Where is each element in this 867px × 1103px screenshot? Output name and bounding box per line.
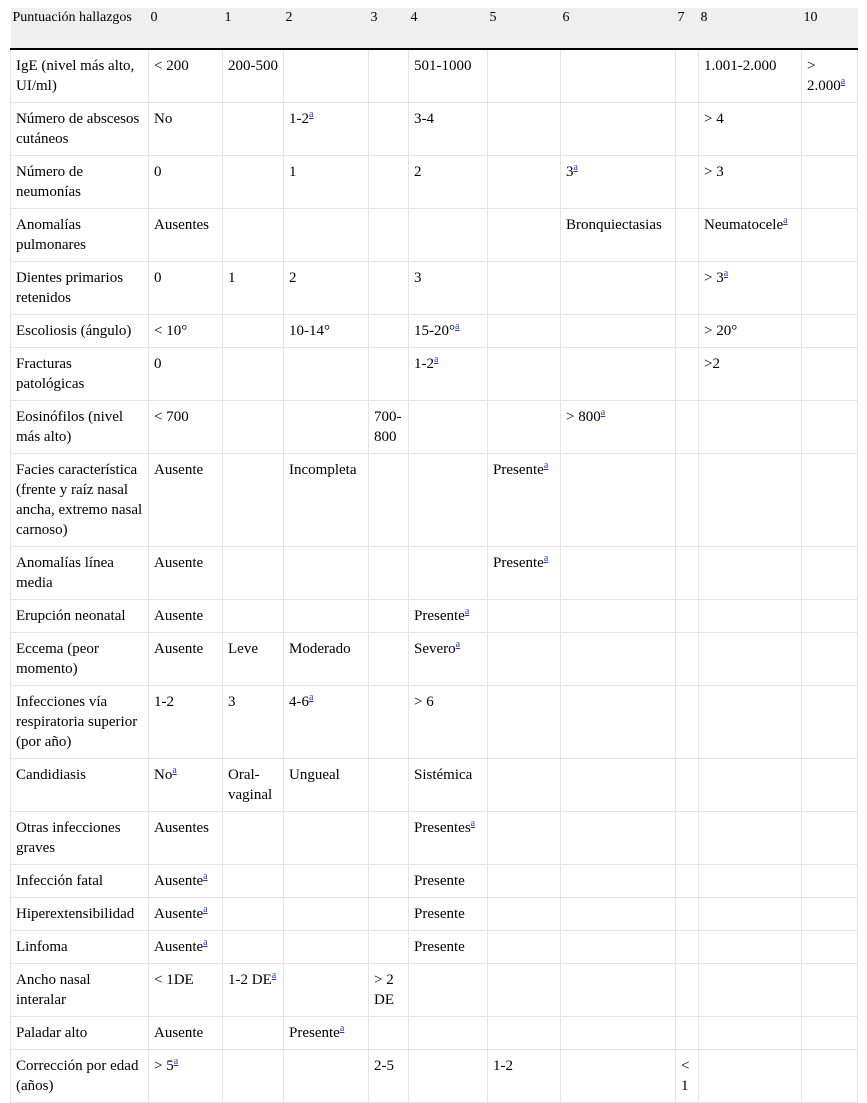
score-cell: [223, 898, 284, 931]
table-row: [11, 49, 858, 103]
score-cell: >2: [699, 348, 802, 401]
footnote-link[interactable]: a: [783, 215, 788, 226]
score-cell: Presente: [409, 865, 488, 898]
score-cell: [676, 964, 699, 1017]
score-cell: [676, 156, 699, 209]
score-cell: [284, 600, 369, 633]
score-cell: 4-6$^a$: [284, 686, 369, 759]
score-cell: [488, 865, 561, 898]
score-cell: [223, 454, 284, 547]
table-row: [11, 759, 858, 812]
score-cell: [561, 547, 676, 600]
score-cell: [369, 686, 409, 759]
score-cell: [561, 898, 676, 931]
score-cell: [488, 49, 561, 103]
score-cell: [284, 209, 369, 262]
score-cell: [409, 454, 488, 547]
score-cell: > 800$^a$: [561, 401, 676, 454]
score-cell: [369, 454, 409, 547]
score-cell: Presentes$^a$: [409, 812, 488, 865]
score-cell: [802, 898, 858, 931]
row-label: Paladar alto: [11, 1017, 149, 1050]
footnote-link[interactable]: a: [840, 76, 846, 87]
score-cell: [676, 348, 699, 401]
column-header: 2: [284, 8, 369, 49]
score-cell: [561, 812, 676, 865]
score-cell: [369, 156, 409, 209]
column-header: 3: [369, 8, 409, 49]
scoring-table: [10, 8, 858, 1103]
score-cell: 200-500: [223, 49, 284, 103]
score-cell: Ausente$^a$: [149, 898, 223, 931]
column-header: 1: [223, 8, 284, 49]
score-cell: 15-20°$^a$: [409, 315, 488, 348]
score-cell: Ausente: [149, 600, 223, 633]
score-cell: [409, 547, 488, 600]
footnote-link[interactable]: a: [470, 818, 476, 829]
score-cell: [561, 348, 676, 401]
table-row: [11, 1017, 858, 1050]
table-row: [11, 812, 858, 865]
score-cell: 3: [409, 262, 488, 315]
row-label: Infección fatal: [11, 865, 149, 898]
score-cell: [676, 262, 699, 315]
score-cell: [699, 454, 802, 547]
row-label: Número de abscesos cutáneos: [11, 103, 149, 156]
score-cell: [561, 1017, 676, 1050]
footnote-link[interactable]: a: [543, 553, 549, 564]
score-cell: [488, 103, 561, 156]
score-cell: [699, 898, 802, 931]
score-cell: 10-14°: [284, 315, 369, 348]
row-label: Corrección por edad (años): [11, 1050, 149, 1103]
footnote-link[interactable]: a: [203, 937, 208, 948]
score-cell: [284, 547, 369, 600]
score-cell: [488, 156, 561, 209]
footnote-link[interactable]: a: [203, 871, 208, 882]
score-cell: [284, 898, 369, 931]
score-cell: Severo$^a$: [409, 633, 488, 686]
score-cell: < 10°: [149, 315, 223, 348]
footnote-link[interactable]: a: [339, 1023, 345, 1034]
score-cell: 1-2 DE$^a$: [223, 964, 284, 1017]
score-cell: < 1DE: [149, 964, 223, 1017]
score-cell: > 3: [699, 156, 802, 209]
score-cell: [802, 315, 858, 348]
score-cell: [223, 209, 284, 262]
score-cell: [488, 1017, 561, 1050]
row-label: Infecciones vía respiratoria superior (por año): [11, 686, 149, 759]
score-cell: [676, 686, 699, 759]
score-cell: [488, 686, 561, 759]
score-cell: [284, 964, 369, 1017]
score-cell: [676, 759, 699, 812]
score-cell: < 700: [149, 401, 223, 454]
score-cell: [561, 1050, 676, 1103]
score-cell: [802, 931, 858, 964]
table-row: [11, 686, 858, 759]
score-cell: [561, 865, 676, 898]
score-cell: [699, 931, 802, 964]
score-cell: [802, 812, 858, 865]
score-cell: Ausente: [149, 633, 223, 686]
score-cell: [676, 600, 699, 633]
score-cell: [369, 103, 409, 156]
score-cell: [699, 401, 802, 454]
score-cell: [409, 209, 488, 262]
score-cell: 1-2$^a$: [409, 348, 488, 401]
score-cell: [561, 103, 676, 156]
footnote-link[interactable]: a: [172, 765, 177, 776]
score-cell: [369, 600, 409, 633]
score-cell: [676, 454, 699, 547]
score-cell: [409, 1050, 488, 1103]
score-cell: No: [149, 103, 223, 156]
column-header: 5: [488, 8, 561, 49]
table-row: [11, 103, 858, 156]
row-label: Candidiasis: [11, 759, 149, 812]
score-cell: [369, 865, 409, 898]
row-label: Hiperextensibilidad: [11, 898, 149, 931]
score-cell: < 200: [149, 49, 223, 103]
score-cell: Ausente: [149, 454, 223, 547]
score-cell: [223, 931, 284, 964]
footnote-link[interactable]: a: [434, 354, 439, 365]
score-cell: [699, 600, 802, 633]
score-cell: Presente: [409, 898, 488, 931]
footnote-link[interactable]: a: [173, 1056, 179, 1067]
table-row: [11, 401, 858, 454]
score-cell: [699, 759, 802, 812]
row-label: Linfoma: [11, 931, 149, 964]
footnote-link[interactable]: a: [455, 321, 460, 332]
score-cell: [223, 600, 284, 633]
score-cell: [802, 865, 858, 898]
score-cell: [223, 103, 284, 156]
score-cell: [802, 454, 858, 547]
row-label: Anomalías línea media: [11, 547, 149, 600]
score-cell: [369, 49, 409, 103]
score-cell: [561, 931, 676, 964]
score-cell: [488, 600, 561, 633]
score-cell: [561, 262, 676, 315]
score-cell: [802, 547, 858, 600]
score-cell: [488, 262, 561, 315]
score-cell: [369, 1017, 409, 1050]
score-cell: [802, 401, 858, 454]
score-cell: 2-5: [369, 1050, 409, 1103]
table-row: [11, 547, 858, 600]
table-row: [11, 348, 858, 401]
score-cell: [223, 315, 284, 348]
score-cell: [802, 209, 858, 262]
score-cell: 3$^a$: [561, 156, 676, 209]
table-row: [11, 633, 858, 686]
score-cell: > 3$^a$: [699, 262, 802, 315]
score-cell: Neumatocele$^a$: [699, 209, 802, 262]
score-cell: 0: [149, 262, 223, 315]
score-cell: [676, 865, 699, 898]
score-cell: > 20°: [699, 315, 802, 348]
score-cell: [284, 1050, 369, 1103]
score-cell: 1: [284, 156, 369, 209]
footnote-link[interactable]: a: [723, 268, 729, 279]
column-header: 10: [802, 8, 858, 49]
row-label: Anomalías pulmonares: [11, 209, 149, 262]
score-cell: [488, 209, 561, 262]
footnote-link[interactable]: a: [600, 407, 606, 418]
table-row: [11, 898, 858, 931]
row-label: Eosinófilos (nivel más alto): [11, 401, 149, 454]
score-cell: [409, 964, 488, 1017]
score-cell: [676, 931, 699, 964]
score-cell: 700-800: [369, 401, 409, 454]
score-cell: Leve: [223, 633, 284, 686]
table-row: [11, 964, 858, 1017]
score-cell: [802, 348, 858, 401]
score-cell: [488, 898, 561, 931]
score-cell: 501-1000: [409, 49, 488, 103]
score-cell: 1.001-2.000: [699, 49, 802, 103]
score-cell: [676, 547, 699, 600]
column-header: Puntuación hallazgos: [11, 8, 149, 49]
score-cell: [802, 262, 858, 315]
score-cell: [223, 547, 284, 600]
score-cell: [488, 931, 561, 964]
score-cell: 2: [284, 262, 369, 315]
score-cell: [369, 315, 409, 348]
score-cell: [561, 686, 676, 759]
column-header: 7: [676, 8, 699, 49]
table-row: [11, 931, 858, 964]
score-cell: [369, 931, 409, 964]
table-row: [11, 209, 858, 262]
score-cell: Presente$^a$: [409, 600, 488, 633]
score-cell: [802, 686, 858, 759]
score-cell: Ausentes: [149, 209, 223, 262]
score-cell: 1-2: [149, 686, 223, 759]
score-cell: > 5$^a$: [149, 1050, 223, 1103]
score-cell: [699, 686, 802, 759]
score-cell: Presente$^a$: [488, 547, 561, 600]
score-cell: Ausentes: [149, 812, 223, 865]
score-cell: [676, 209, 699, 262]
row-label: Dientes primarios retenidos: [11, 262, 149, 315]
score-cell: [699, 964, 802, 1017]
score-cell: 1-2$^a$: [284, 103, 369, 156]
score-cell: 2: [409, 156, 488, 209]
score-cell: [802, 600, 858, 633]
row-label: Escoliosis (ángulo): [11, 315, 149, 348]
score-cell: [561, 315, 676, 348]
score-cell: [369, 759, 409, 812]
score-cell: [802, 759, 858, 812]
table-row: [11, 454, 858, 547]
score-cell: [676, 49, 699, 103]
score-cell: [488, 401, 561, 454]
row-label: Eccema (peor momento): [11, 633, 149, 686]
column-header: 8: [699, 8, 802, 49]
score-cell: Bronquiectasias: [561, 209, 676, 262]
score-cell: [284, 49, 369, 103]
score-cell: [802, 964, 858, 1017]
score-cell: [676, 633, 699, 686]
footnote-link[interactable]: a: [573, 162, 578, 173]
score-cell: Ungueal: [284, 759, 369, 812]
score-cell: [284, 812, 369, 865]
score-cell: [561, 759, 676, 812]
score-cell: [369, 812, 409, 865]
score-cell: [699, 1050, 802, 1103]
table-row: [11, 865, 858, 898]
score-cell: [676, 315, 699, 348]
row-label: Número de neumonías: [11, 156, 149, 209]
score-cell: [223, 156, 284, 209]
score-cell: < 1: [676, 1050, 699, 1103]
score-cell: Ausente: [149, 547, 223, 600]
score-cell: [488, 964, 561, 1017]
score-cell: [369, 898, 409, 931]
score-cell: Ausente: [149, 1017, 223, 1050]
table-header-row: [11, 8, 858, 49]
score-cell: 3-4: [409, 103, 488, 156]
table-row: [11, 600, 858, 633]
score-cell: > 4: [699, 103, 802, 156]
column-header: 0: [149, 8, 223, 49]
row-label: Erupción neonatal: [11, 600, 149, 633]
score-cell: [802, 103, 858, 156]
row-label: Otras infecciones graves: [11, 812, 149, 865]
score-cell: Oral-vaginal: [223, 759, 284, 812]
score-cell: [676, 812, 699, 865]
score-cell: 0: [149, 348, 223, 401]
score-cell: [561, 454, 676, 547]
score-cell: [369, 348, 409, 401]
score-cell: Ausente$^a$: [149, 865, 223, 898]
score-cell: [802, 633, 858, 686]
score-cell: [802, 1017, 858, 1050]
score-cell: 1-2: [488, 1050, 561, 1103]
score-cell: [369, 547, 409, 600]
score-cell: Sistémica: [409, 759, 488, 812]
score-cell: [561, 49, 676, 103]
score-cell: [699, 1017, 802, 1050]
score-cell: Presente$^a$: [488, 454, 561, 547]
table-body: [11, 49, 858, 1103]
score-cell: [223, 812, 284, 865]
score-cell: [369, 633, 409, 686]
score-cell: Presente$^a$: [284, 1017, 369, 1050]
score-cell: > 6: [409, 686, 488, 759]
score-cell: [488, 633, 561, 686]
score-cell: No$^a$: [149, 759, 223, 812]
score-cell: [676, 401, 699, 454]
score-cell: [409, 1017, 488, 1050]
footnote-link[interactable]: a: [309, 109, 314, 120]
score-cell: [676, 1017, 699, 1050]
table-row: [11, 315, 858, 348]
score-cell: > 2.000$^a$: [802, 49, 858, 103]
score-cell: [284, 931, 369, 964]
score-cell: [223, 1050, 284, 1103]
score-cell: [699, 812, 802, 865]
score-cell: [676, 898, 699, 931]
score-cell: 3: [223, 686, 284, 759]
score-cell: Incompleta: [284, 454, 369, 547]
score-cell: [802, 156, 858, 209]
score-cell: [223, 1017, 284, 1050]
score-cell: Ausente$^a$: [149, 931, 223, 964]
footnote-link[interactable]: a: [309, 692, 314, 703]
footnote-link[interactable]: a: [203, 904, 208, 915]
footnote-link[interactable]: a: [464, 606, 470, 617]
score-cell: [369, 262, 409, 315]
score-cell: [409, 401, 488, 454]
score-cell: [802, 1050, 858, 1103]
score-cell: [699, 865, 802, 898]
score-cell: [284, 401, 369, 454]
footnote-link[interactable]: a: [455, 639, 461, 650]
score-cell: Moderado: [284, 633, 369, 686]
score-cell: [561, 633, 676, 686]
score-cell: [699, 633, 802, 686]
score-cell: [284, 348, 369, 401]
score-cell: [488, 348, 561, 401]
score-cell: Presente: [409, 931, 488, 964]
table-row: [11, 156, 858, 209]
column-header: 6: [561, 8, 676, 49]
score-cell: [284, 865, 369, 898]
score-cell: [223, 401, 284, 454]
score-cell: [561, 964, 676, 1017]
score-cell: [488, 812, 561, 865]
score-cell: 0: [149, 156, 223, 209]
score-cell: [561, 600, 676, 633]
table-row: [11, 1050, 858, 1103]
row-label: Ancho nasal interalar: [11, 964, 149, 1017]
score-cell: [223, 348, 284, 401]
row-label: Fracturas patológicas: [11, 348, 149, 401]
score-cell: [223, 865, 284, 898]
row-label: IgE (nivel más alto, UI/ml): [11, 49, 149, 103]
score-cell: > 2 DE: [369, 964, 409, 1017]
score-cell: 1: [223, 262, 284, 315]
score-cell: [488, 759, 561, 812]
score-cell: [488, 315, 561, 348]
score-cell: [369, 209, 409, 262]
score-cell: [699, 547, 802, 600]
table-row: [11, 262, 858, 315]
row-label: Facies característica (frente y raíz nasal ancha, extremo nasal carnoso): [11, 454, 149, 547]
column-header: 4: [409, 8, 488, 49]
footnote-link[interactable]: a: [271, 970, 277, 981]
footnote-link[interactable]: a: [543, 460, 549, 471]
score-cell: [676, 103, 699, 156]
